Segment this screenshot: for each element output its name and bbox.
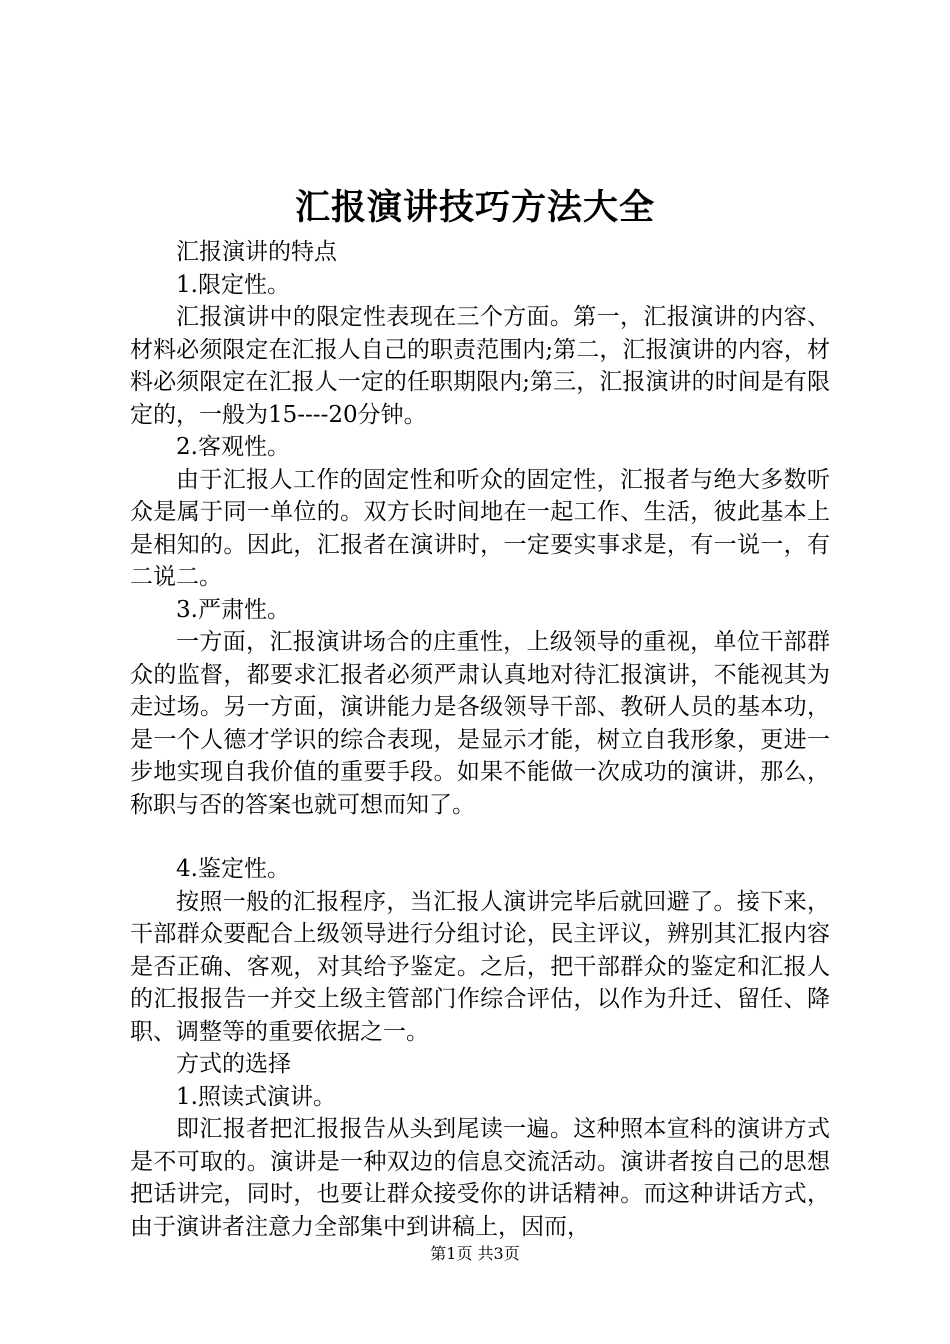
- body-paragraph: 一方面，汇报演讲场合的庄重性，上级领导的重视，单位干部群众的监督，都要求汇报者必须严肃认真地对待汇报演讲，不能视其为走过场。另一方面，演讲能力是各级领导干部、教研人员的基本功，是一个人德才学识的综合表现，是显示才能，树立自我形象，更进一步地实现自我价值的重要手段。如果不能做一次成功的演讲，那么，称职与否的答案也就可想而知了。: [130, 629, 830, 818]
- section-heading: 方式的选择: [176, 1051, 291, 1077]
- body-paragraph: 即汇报者把汇报报告从头到尾读一遍。这种照本宣科的演讲方式是不可取的。演讲是一种双边的信息交流活动。演讲者按自己的思想把话讲完，同时，也要让群众接受你的讲话精神。而这种讲话方式，由于演讲者注意力全部集中到讲稿上，因而，: [130, 1116, 830, 1240]
- item-heading: 3.严肃性。: [176, 596, 290, 623]
- page-footer: 第1页 共3页: [430, 1244, 520, 1263]
- body-paragraph: 按照一般的汇报程序，当汇报人演讲完毕后就回避了。接下来，干部群众要配合上级领导进行分组讨论，民主评议，辨别其汇报内容是否正确、客观，对其给予鉴定。之后，把干部群众的鉴定和汇报人的汇报报告一并交上级主管部门作综合评估，以作为升迁、留任、降职、调整等的重要依据之一。: [130, 888, 830, 1045]
- item-heading: 1.限定性。: [176, 271, 290, 298]
- document-title: 汇报演讲技巧方法大全: [294, 187, 655, 228]
- item-heading: 4.鉴定性。: [176, 856, 290, 882]
- body-paragraph: 汇报演讲中的限定性表现在三个方面。第一，汇报演讲的内容、材料必须限定在汇报人自己的职责范围内;第二，汇报演讲的内容，材料必须限定在汇报人一定的任职期限内;第三，汇报演讲的时间是有限定的，一般为15----20分钟。: [130, 304, 830, 428]
- body-paragraph: 由于汇报人工作的固定性和听众的固定性，汇报者与绝大多数听众是属于同一单位的。双方长时间地在一起工作、生活，彼此基本上是相知的。因此，汇报者在演讲时，一定要实事求是，有一说一，有二说二。: [130, 466, 830, 590]
- section-heading: 汇报演讲的特点: [176, 239, 337, 265]
- item-heading: 2.客观性。: [176, 434, 290, 460]
- document-body: [130, 236, 830, 1243]
- item-heading: 1.照读式演讲。: [176, 1083, 336, 1110]
